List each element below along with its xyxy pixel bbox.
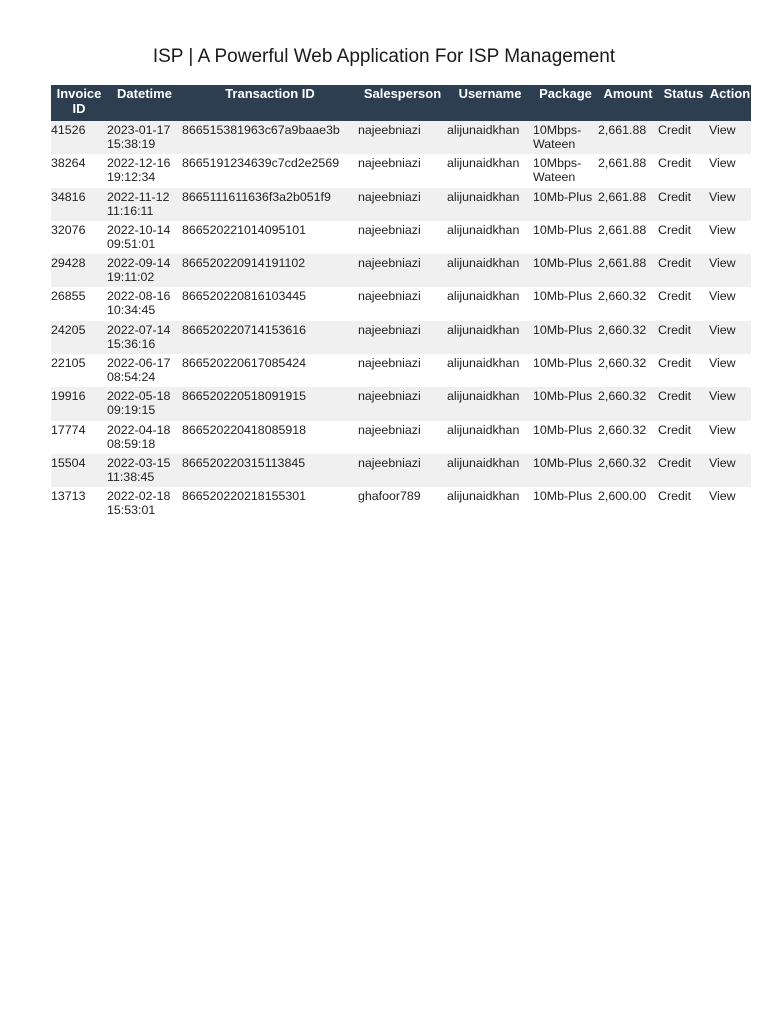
cell-action [709,221,751,254]
cell-invoice-id: 17774 [51,422,86,437]
cell-datetime: 2022-05-18 09:19:15 [107,389,171,418]
cell-invoice-id: 29428 [51,256,86,271]
cell-datetime: 2022-09-14 19:11:02 [107,256,171,285]
cell-username: alijunaidkhan [447,289,520,304]
cell-status: Credit [658,222,692,237]
cell-datetime: 2022-12-16 19:12:34 [107,156,171,185]
view-link[interactable]: View [709,189,736,204]
column-header-salesperson: Salesperson [363,86,442,101]
cell-action [709,188,751,221]
table-row [51,421,751,454]
cell-username: alijunaidkhan [447,123,520,137]
cell-invoice-id: 26855 [51,289,86,304]
cell-salesperson: najeebniazi [358,422,421,437]
cell-status: Credit [658,289,692,304]
cell-username: alijunaidkhan [447,222,520,237]
cell-salesperson: najeebniazi [358,256,421,271]
cell-datetime: 2022-06-17 08:54:24 [107,356,171,385]
cell-invoice-id: 15504 [51,455,86,470]
cell-amount: 2,661.88 [598,156,647,171]
cell-amount: 2,660.32 [598,356,647,371]
cell-datetime: 2022-08-16 10:34:45 [107,289,171,318]
cell-datetime: 2022-03-15 11:38:45 [107,455,171,484]
cell-package: 10Mb-Plus [533,222,593,237]
cell-transaction-id: 866520220617085424 [182,356,307,371]
cell-username: alijunaidkhan [447,389,520,404]
cell-status: Credit [658,455,692,470]
view-link[interactable]: View [709,156,736,171]
cell-salesperson: najeebniazi [358,289,421,304]
column-header-datetime: Datetime [117,86,172,101]
cell-datetime: 2022-10-14 09:51:01 [107,222,171,251]
view-link[interactable]: View [709,389,736,404]
cell-package: 10Mb-Plus [533,322,593,337]
cell-amount: 2,600.00 [598,489,647,504]
cell-action [709,421,751,454]
table-row [51,487,751,520]
cell-transaction-id: 866515381963c67a9baae3b [182,123,340,137]
cell-salesperson: najeebniazi [358,222,421,237]
cell-status: Credit [658,322,692,337]
table-row [51,188,751,221]
cell-package: 10Mb-Plus [533,455,593,470]
cell-username: alijunaidkhan [447,156,520,171]
view-link[interactable]: View [709,123,736,137]
cell-amount: 2,661.88 [598,256,647,271]
column-header-transaction-id: Transaction ID [225,86,315,101]
cell-datetime: 2022-07-14 15:36:16 [107,322,171,351]
cell-salesperson: najeebniazi [358,156,421,171]
cell-username: alijunaidkhan [447,455,520,470]
invoice-table [51,85,751,521]
table-row [51,387,751,420]
cell-action [709,354,751,387]
cell-amount: 2,660.32 [598,422,647,437]
cell-package: 10Mb-Plus [533,389,593,404]
page-title: ISP | A Powerful Web Application For ISP Management [152,46,616,67]
cell-package: 10Mb-Plus [533,289,593,304]
view-link[interactable]: View [709,356,736,371]
table-row [51,454,751,487]
cell-status: Credit [658,389,692,404]
cell-amount: 2,661.88 [598,123,647,137]
cell-action [709,254,751,287]
cell-username: alijunaidkhan [447,489,520,504]
cell-username: alijunaidkhan [447,189,520,204]
cell-status: Credit [658,156,692,171]
cell-invoice-id: 32076 [51,222,86,237]
cell-salesperson: najeebniazi [358,389,421,404]
cell-amount: 2,661.88 [598,222,647,237]
cell-amount: 2,661.88 [598,189,647,204]
cell-username: alijunaidkhan [447,422,520,437]
view-link[interactable]: View [709,455,736,470]
table-row [51,121,751,154]
header-row [51,85,751,121]
cell-transaction-id: 866520220315113845 [182,455,306,470]
table-body [51,121,751,521]
view-link[interactable]: View [709,256,736,271]
cell-invoice-id: 34816 [51,189,86,204]
view-link[interactable]: View [709,222,736,237]
cell-action [709,487,751,520]
cell-datetime: 2022-11-12 11:16:11 [107,189,170,218]
cell-status: Credit [658,489,692,504]
cell-salesperson: najeebniazi [358,123,421,137]
cell-invoice-id: 22105 [51,356,86,371]
cell-package: 10Mbps-Wateen [533,123,582,151]
cell-transaction-id: 866520221014095101 [182,222,307,237]
cell-package: 10Mb-Plus [533,422,593,437]
column-header-status: Status [663,86,704,101]
cell-datetime: 2022-02-18 15:53:01 [107,489,171,518]
view-link[interactable]: View [709,322,736,337]
cell-invoice-id: 38264 [51,156,86,171]
cell-salesperson: ghafoor789 [358,489,421,504]
table-row [51,221,751,254]
cell-package: 10Mbps-Wateen [533,156,582,185]
cell-amount: 2,660.32 [598,455,647,470]
cell-action [709,387,751,420]
cell-status: Credit [658,356,692,371]
cell-package: 10Mb-Plus [533,356,593,371]
cell-status: Credit [658,256,692,271]
cell-action [709,287,751,320]
table-header [51,85,751,121]
column-header-action: Action [709,86,751,101]
cell-datetime: 2023-01-17 15:38:19 [107,123,171,151]
cell-transaction-id: 866520220218155301 [182,489,307,504]
cell-username: alijunaidkhan [447,322,520,337]
cell-action [709,154,751,187]
cell-invoice-id: 13713 [51,489,86,504]
cell-salesperson: najeebniazi [358,455,421,470]
cell-package: 10Mb-Plus [533,489,593,504]
cell-transaction-id: 866520220418085918 [182,422,307,437]
cell-transaction-id: 866520220714153616 [182,322,307,337]
cell-status: Credit [658,422,692,437]
cell-username: alijunaidkhan [447,356,520,371]
cell-package: 10Mb-Plus [533,256,593,271]
table-row [51,354,751,387]
cell-amount: 2,660.32 [598,322,647,337]
cell-invoice-id: 24205 [51,322,86,337]
cell-invoice-id: 19916 [51,389,86,404]
cell-datetime: 2022-04-18 08:59:18 [107,422,171,451]
cell-action [709,454,751,487]
cell-amount: 2,660.32 [598,289,647,304]
cell-status: Credit [658,123,692,137]
cell-status: Credit [658,189,692,204]
cell-transaction-id: 8665191234639c7cd2e2569 [182,156,340,171]
cell-transaction-id: 866520220518091915 [182,389,307,404]
cell-invoice-id: 41526 [51,123,86,137]
cell-salesperson: najeebniazi [358,322,421,337]
column-header-amount: Amount [603,86,653,101]
table-row [51,321,751,354]
cell-transaction-id: 866520220914191102 [182,256,306,271]
table-row [51,287,751,320]
cell-action [709,321,751,354]
cell-transaction-id: 8665111611636f3a2b051f9 [182,189,331,204]
cell-action [709,121,751,154]
cell-username: alijunaidkhan [447,256,520,271]
table-row [51,254,751,287]
table-row [51,154,751,187]
cell-salesperson: najeebniazi [358,356,421,371]
view-link[interactable]: View [709,289,736,304]
cell-amount: 2,660.32 [598,389,647,404]
column-header-username: Username [458,86,522,101]
cell-transaction-id: 866520220816103445 [182,289,307,304]
view-link[interactable]: View [709,489,736,504]
column-header-package: Package [539,86,592,101]
view-link[interactable]: View [709,422,736,437]
cell-salesperson: najeebniazi [358,189,421,204]
cell-package: 10Mb-Plus [533,189,593,204]
column-header-invoice-id: Invoice ID [56,86,102,116]
